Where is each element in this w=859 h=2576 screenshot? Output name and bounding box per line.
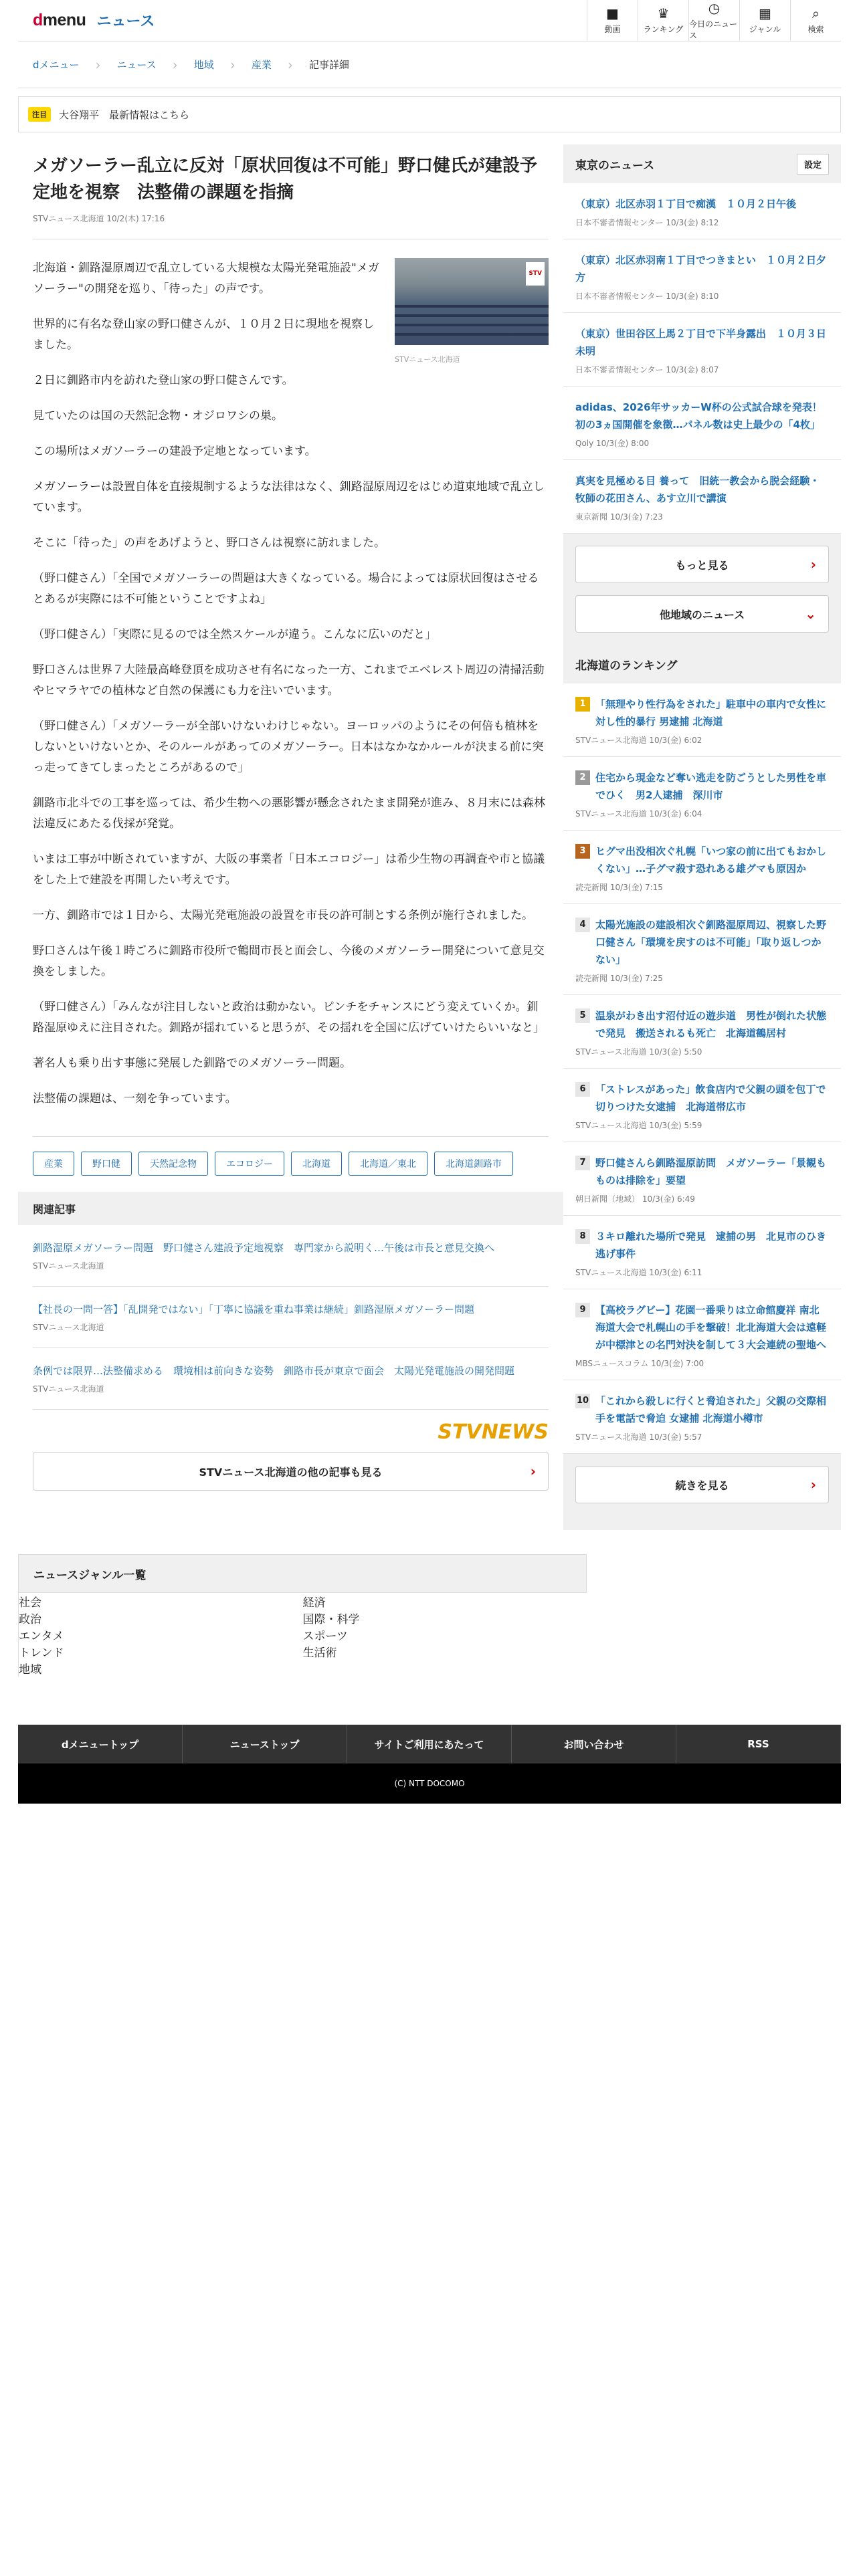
article-paragraph: 北海道・釧路湿原周辺で乱立している大規模な太陽光発電施設"メガソーラー"の開発を巡り、「待った」の声です。 — [33, 261, 379, 296]
clock-icon: ◷ — [708, 0, 721, 16]
chevron-right-icon: › — [95, 56, 101, 73]
tokyo-news-title[interactable]: adidas、2026年サッカーW杯の公式試合球を発表！初の3ヵ国開催を象徴…パネル数は史上最少の「4枚」 — [575, 401, 822, 431]
header-nav-label: 動画 — [604, 25, 621, 34]
genre-link[interactable]: 生活術 — [302, 1646, 337, 1660]
news-logo-text: NEWS — [481, 1420, 549, 1444]
ranking-title[interactable]: 住宅から現金など奪い逃走を防ごうとした男性を車でひく 男2人逮捕 深川市 — [595, 772, 827, 801]
attention-link[interactable]: 大谷翔平 最新情報はこちら — [59, 108, 190, 121]
ranking-row — [575, 1228, 829, 1263]
header-nav-label: 検索 — [807, 25, 824, 34]
article-paragraph: ２日に釧路市内を訪れた登山家の野口健さんです。 — [33, 374, 294, 387]
ranking-row — [575, 1081, 829, 1115]
article-title: メガソーラー乱立に反対「原状回復は不可能」野口健氏が建設予定地を視察 法整備の課題を指摘 — [33, 156, 538, 203]
genre-link[interactable]: スポーツ — [302, 1630, 348, 1643]
rank-badge: 7 — [575, 1156, 590, 1170]
ranking-title[interactable]: 温泉がわき出す沼付近の遊歩道 男性が倒れた状態で発見 搬送されるも死亡 北海道鶴居村 — [595, 1010, 827, 1039]
footer-link[interactable]: お問い合わせ — [512, 1725, 676, 1763]
ranking-title[interactable]: 「無理やり性行為をされた」駐車中の車内で女性に対し性的暴行 男逮捕 北海道 — [595, 698, 827, 728]
tokyo-news-title[interactable]: 真実を見極める目 養って 旧統一教会から脱会経験・牧師の花田さん、あす立川で講演 — [575, 475, 820, 504]
ranking-item[interactable] — [563, 757, 841, 831]
article-paragraph: （野口健さん）「実際に見るのでは全然スケールが違う。こんなに広いのだと」 — [33, 628, 437, 641]
related-title[interactable]: 【社長の一問一答】「乱開発ではない」「丁寧に協議を重ね事業は継続」釧路湿原メガソーラー問題 — [33, 1303, 475, 1315]
ranking-title[interactable]: 太陽光施設の建設相次ぐ釧路湿原周辺、視察した野口健さん「環境を戻すのは不可能」「取り返しつかない」 — [595, 919, 827, 966]
article-paragraph: この場所はメガソーラーの建設予定地となっています。 — [33, 445, 316, 458]
logo-d: d — [33, 11, 43, 29]
article-paragraph: 見ていたのは国の天然記念物・オジロワシの巣。 — [33, 409, 283, 423]
footer-link[interactable]: RSS — [676, 1725, 841, 1763]
tokyo-news-source: 日本不審者情報センター 10/3(金) 8:12 — [575, 218, 719, 227]
other-region-label: 他地域のニュース — [659, 608, 745, 621]
tokyo-news-item[interactable] — [563, 239, 841, 313]
chevron-right-icon: › — [287, 56, 293, 73]
article-paragraph: 野口さんは世界７大陸最高峰登頂を成功させ有名になった一方、これまでエベレスト周辺の清掃活動やヒマラヤでの植林など自然の保護にも力を注いでいます。 — [33, 663, 545, 697]
tokyo-news-item[interactable] — [563, 183, 841, 239]
related-title[interactable]: 条例では限界…法整備求める 環境相は前向きな姿勢 釧路市長が東京で面会 太陽光発電施設の開発問題 — [33, 1365, 515, 1377]
related-heading: 関連記事 — [18, 1192, 563, 1225]
ranking-source: 読売新聞 10/3(金) 7:15 — [575, 883, 663, 892]
article-paragraph: 一方、釧路市では１日から、太陽光発電施設の設置を市長の許可制とする条例が施行されました。 — [33, 909, 533, 922]
footer-nav — [18, 1725, 841, 1763]
ranking-title[interactable]: 「これから殺しに行くと脅迫された」父親の交際相手を電話で脅迫 女逮捕 北海道小樽市 — [595, 1395, 827, 1424]
photo-source: STVニュース北海道 — [395, 355, 460, 364]
rank-badge: 8 — [575, 1229, 590, 1244]
ranking-title[interactable]: 【高校ラグビー】花園一番乗りは立命館慶祥 南北海道大会で札幌山の手を撃破！北北海道大会は遠軽が中標津との名門対決を制して３大会連続の聖地へ — [595, 1304, 827, 1351]
rank-badge: 9 — [575, 1303, 590, 1317]
related-item[interactable] — [33, 1225, 549, 1287]
ranking-title[interactable]: 野口健さんら釧路湿原訪問 メガソーラー「景観もものは排除を」要望 — [595, 1157, 827, 1186]
tokyo-news-title[interactable]: （東京）北区赤羽１丁目で痴漢 １０月２日午後 — [575, 198, 797, 210]
header-nav-item[interactable] — [688, 0, 739, 41]
genre-link[interactable]: 政治 — [19, 1613, 41, 1626]
tag-list — [33, 1136, 549, 1176]
breadcrumb-item[interactable]: 産業 — [251, 59, 272, 71]
ranking-source: STVニュース北海道 10/3(金) 5:59 — [575, 1121, 702, 1130]
rank-badge: 2 — [575, 770, 590, 785]
tokyo-news-heading: 東京のニュース — [575, 158, 655, 173]
ranking-item[interactable] — [563, 1069, 841, 1142]
related-item[interactable] — [33, 1348, 549, 1410]
chevron-right-icon: › — [229, 56, 235, 73]
tag-link[interactable]: 野口健 — [81, 1152, 132, 1176]
article-paragraph: いまは工事が中断されていますが、大阪の事業者「日本エコロジー」は希少生物の再調査や市と協議をした上で建設を再開したい考えです。 — [33, 853, 545, 887]
tokyo-news-header — [575, 144, 829, 183]
chevron-right-icon: › — [530, 1463, 536, 1479]
tag-link[interactable]: 天然記念物 — [138, 1152, 208, 1176]
ranking-title[interactable]: 「ストレスがあった」飲食店内で父親の頭を包丁で切りつけた女逮捕 北海道帯広市 — [595, 1083, 826, 1113]
site-header — [18, 0, 841, 41]
article-paragraph: 釧路市北斗での工事を巡っては、希少生物への悪影響が懸念されたまま開発が進み、８月末には森林法違反にあたる伐採が発覚。 — [33, 796, 546, 831]
rank-badge: 10 — [575, 1394, 590, 1408]
article-paragraph: （野口健さん）「全国でメガソーラーの問題は大きくなっている。場合によっては原状回復はさせるとあるが実際には不可能ということですよね」 — [33, 572, 539, 606]
header-nav-label: 今日のニュース — [689, 19, 738, 40]
header-nav-item[interactable] — [587, 0, 638, 41]
ranking-source: STVニュース北海道 10/3(金) 5:57 — [575, 1432, 702, 1442]
ranking-title[interactable]: ヒグマ出没相次ぐ札幌「いつ家の前に出てもおかしくない」…子グマ殺す恐れある雄グマも原因か — [595, 845, 827, 875]
related-item[interactable] — [33, 1287, 549, 1348]
footer-link[interactable]: ニューストップ — [183, 1725, 347, 1763]
tokyo-news-item[interactable] — [563, 313, 841, 387]
header-nav-label: ランキング — [643, 25, 684, 34]
ranking-row — [575, 1392, 829, 1427]
article-paragraph: 野口さんは午後１時ごろに釧路市役所で鶴間市長と面会し、今後のメガソーラー開発について意見交換をしました。 — [33, 944, 545, 978]
chevron-right-icon: › — [172, 56, 178, 73]
section-title: ニュース — [96, 13, 155, 30]
tag-link[interactable]: エコロジー — [215, 1152, 284, 1176]
ranking-item[interactable] — [563, 995, 841, 1069]
article-paragraph: そこに「待った」の声をあげようと、野口さんは視察に訪れました。 — [33, 536, 385, 550]
solar-field-image — [395, 258, 549, 345]
genre-link[interactable]: トレンド — [19, 1646, 64, 1660]
main-column — [18, 144, 563, 1530]
page — [18, 0, 841, 1804]
genre-link[interactable]: 経済 — [302, 1596, 326, 1610]
copyright: (C) NTT DOCOMO — [18, 1763, 841, 1804]
chevron-right-icon: › — [810, 1477, 816, 1493]
ranking-source: STVニュース北海道 10/3(金) 5:50 — [575, 1047, 702, 1057]
ranking-row — [575, 843, 829, 877]
ranking-source: 朝日新聞（地域） 10/3(金) 6:49 — [575, 1194, 695, 1204]
article-paragraph: メガソーラーは設置自体を直接規制するような法律はなく、釧路湿原周辺をはじめ道東地域で乱立しています。 — [33, 480, 545, 514]
other-region-button[interactable] — [575, 595, 829, 633]
related-source: STVニュース北海道 — [33, 1323, 104, 1332]
article-paragraph: 著名人も乗り出す事態に発展した釧路でのメガソーラー問題。 — [33, 1057, 351, 1070]
rank-badge: 5 — [575, 1008, 590, 1023]
ranking-item[interactable] — [563, 831, 841, 904]
chevron-right-icon: › — [810, 556, 816, 572]
breadcrumb-item[interactable]: dメニュー — [33, 59, 80, 71]
stv-logo-text: STV — [438, 1420, 482, 1444]
ranking-item[interactable] — [563, 1380, 841, 1454]
ranking-row — [575, 695, 829, 730]
breadcrumb — [18, 41, 841, 88]
genre-link — [303, 1660, 587, 1677]
tag-link[interactable]: 北海道 — [291, 1152, 342, 1176]
header-nav-label: ジャンル — [749, 25, 781, 34]
ranking-header — [575, 645, 829, 683]
rank-badge: 1 — [575, 697, 590, 712]
stv-more-label: STVニュース北海道の他の記事も見る — [199, 1465, 383, 1479]
stv-more-button[interactable] — [33, 1452, 549, 1491]
tag-link[interactable]: 北海道／東北 — [349, 1152, 427, 1176]
genre-list — [18, 1554, 587, 1677]
header-nav-item[interactable] — [790, 0, 841, 41]
settings-button[interactable]: 設定 — [797, 154, 829, 175]
rank-badge: 4 — [575, 918, 590, 932]
sidebar — [563, 144, 841, 1530]
stv-news-logo — [33, 1420, 549, 1444]
article-body — [33, 258, 549, 1109]
ranking-item[interactable] — [563, 683, 841, 757]
genre-link[interactable]: 国際・科学 — [302, 1613, 360, 1626]
ranking-row — [575, 1154, 829, 1189]
breadcrumb-item: 記事詳細 — [308, 59, 349, 71]
trophy-icon: ♛ — [657, 5, 670, 21]
tokyo-news-title[interactable]: （東京）世田谷区上馬２丁目で下半身露出 １０月３日未明 — [575, 328, 827, 357]
rank-badge: 3 — [575, 844, 590, 859]
breadcrumb-item[interactable]: ニュース — [116, 59, 157, 71]
article-paragraph: 法整備の課題は、一刻を争っています。 — [33, 1092, 237, 1105]
ranking-source: MBSニュースコラム 10/3(金) 7:00 — [575, 1359, 704, 1368]
tag-link[interactable]: 北海道釧路市 — [434, 1152, 513, 1176]
ranking-row — [575, 916, 829, 968]
ranking-item[interactable] — [563, 1289, 841, 1380]
article-paragraph: 世界的に有名な登山家の野口健さんが、１０月２日に現地を視察しました。 — [33, 318, 374, 352]
genre-heading: ニュースジャンル一覧 — [18, 1554, 587, 1593]
ranking-more-button[interactable] — [575, 1466, 829, 1503]
related-list — [33, 1225, 549, 1410]
ranking-list — [575, 683, 829, 1454]
ranking-item[interactable] — [563, 1142, 841, 1216]
related-title[interactable]: 釧路湿原メガソーラー問題 野口健さん建設予定地視察 専門家から説明く…午後は市長と意見交換へ — [33, 1242, 495, 1254]
genre-link[interactable]: エンタメ — [19, 1630, 64, 1643]
ranking-row — [575, 1301, 829, 1354]
attention-bar[interactable] — [18, 96, 841, 132]
tokyo-news-item[interactable] — [563, 460, 841, 534]
article-meta: STVニュース北海道 10/2(木) 17:16 — [33, 213, 549, 239]
photo-tag: STV — [526, 262, 545, 286]
tokyo-news-list — [575, 183, 829, 534]
ranking-source: STVニュース北海道 10/3(金) 6:11 — [575, 1268, 702, 1277]
tokyo-news-source: 日本不審者情報センター 10/3(金) 8:10 — [575, 292, 719, 301]
ranking-source: 読売新聞 10/3(金) 7:25 — [575, 974, 663, 983]
breadcrumb-item[interactable]: 地域 — [193, 59, 214, 71]
related-source: STVニュース北海道 — [33, 1384, 104, 1394]
grid-icon: ▦ — [759, 5, 771, 21]
genre-link[interactable]: 社会 — [19, 1596, 41, 1610]
ranking-item[interactable] — [563, 1216, 841, 1289]
ranking-row — [575, 769, 829, 804]
ranking-heading: 北海道のランキング — [575, 659, 678, 673]
ranking-title[interactable]: ３キロ離れた場所で発見 逮捕の男 北見市のひき逃げ事件 — [595, 1230, 827, 1260]
dmenu-logo[interactable] — [18, 0, 155, 41]
tokyo-news-source: Qoly 10/3(金) 8:00 — [575, 439, 650, 448]
tag-link[interactable]: 産業 — [33, 1152, 74, 1176]
genre-grid — [18, 1593, 587, 1677]
chevron-down-icon: ⌄ — [805, 606, 816, 622]
tokyo-news-title[interactable]: （東京）北区赤羽南１丁目でつきまとい １０月２日夕方 — [575, 254, 827, 284]
tokyo-news-item[interactable] — [563, 387, 841, 460]
article-photo[interactable] — [395, 258, 549, 370]
related-source: STVニュース北海道 — [33, 1261, 104, 1271]
rank-badge: 6 — [575, 1082, 590, 1097]
tokyo-more-button[interactable] — [575, 546, 829, 583]
video-icon: ■ — [606, 5, 619, 21]
header-nav-item[interactable] — [638, 0, 688, 41]
footer-link[interactable]: サイトご利用にあたって — [347, 1725, 512, 1763]
ranking-source: STVニュース北海道 10/3(金) 6:04 — [575, 809, 702, 819]
footer-link[interactable]: dメニュートップ — [18, 1725, 183, 1763]
tokyo-more-label: もっと見る — [675, 558, 729, 572]
ranking-source: STVニュース北海道 10/3(金) 6:02 — [575, 736, 702, 745]
logo-menu: menu — [42, 11, 86, 29]
article-paragraph: （野口健さん）「メガソーラーが全部いけないわけじゃない。ヨーロッパのようにその何倍も植林をしないといけないとか、そのルールがあってのメガソーラー。日本はなかなかルールが決まる前に突っ走ってきてしまったところがあるので」 — [33, 720, 544, 774]
genre-link[interactable]: 地域 — [19, 1663, 41, 1677]
attention-tag: 注目 — [28, 107, 51, 122]
search-icon: ⌕ — [812, 5, 820, 21]
header-nav — [587, 0, 841, 41]
ranking-more-label: 続きを見る — [675, 1479, 729, 1492]
article-paragraph: （野口健さん）「みんなが注目しないと政治は動かない。ピンチをチャンスにどう変えていくか。釧路湿原ゆえに注目された。釧路が揺れていると思うが、その揺れを全国に広げていけたらいいなと」 — [33, 1000, 545, 1035]
tokyo-news-source: 日本不審者情報センター 10/3(金) 8:07 — [575, 365, 719, 374]
ranking-item[interactable] — [563, 904, 841, 995]
tokyo-news-source: 東京新聞 10/3(金) 7:23 — [575, 512, 663, 522]
header-nav-item[interactable] — [739, 0, 790, 41]
ranking-row — [575, 1007, 829, 1042]
